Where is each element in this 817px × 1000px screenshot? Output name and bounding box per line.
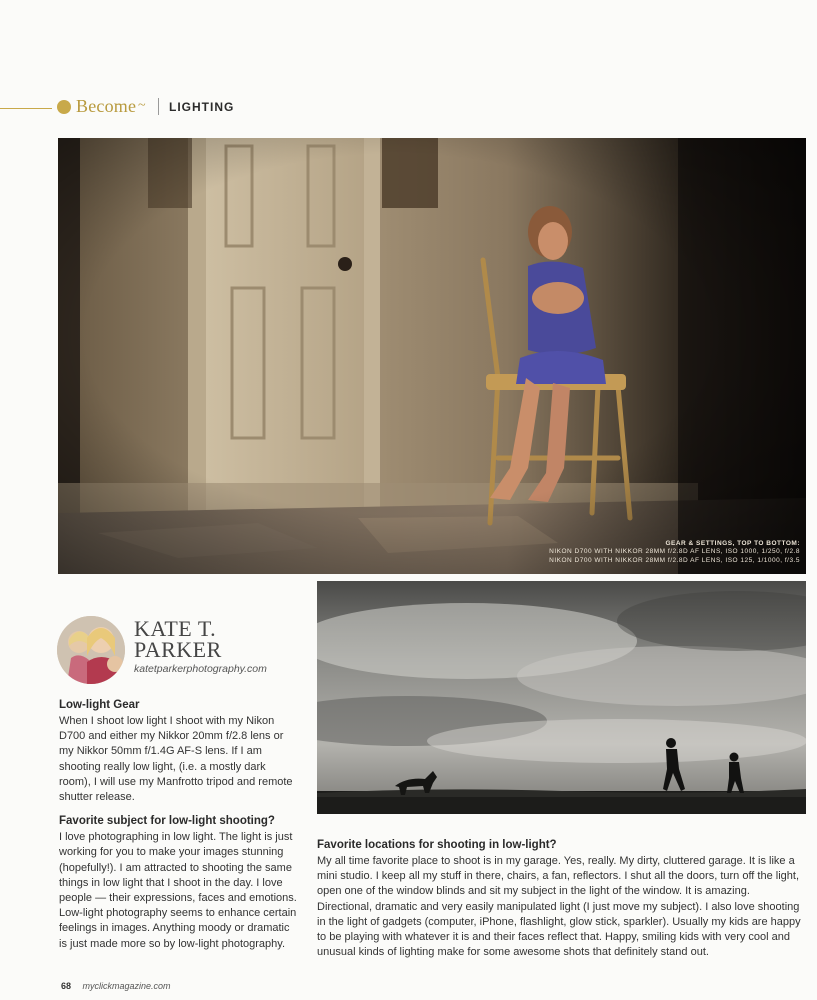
bullet-dot-icon (57, 100, 71, 114)
author-name (134, 618, 274, 660)
photo-girl-on-chair-image (58, 138, 806, 574)
section-header (0, 96, 300, 118)
footer-site-link[interactable]: myclickmagazine.com (82, 981, 171, 991)
section-heading: Low-light Gear (59, 699, 140, 711)
header-separator (158, 98, 159, 115)
author-avatar (57, 616, 125, 684)
header-rule (0, 108, 52, 109)
caption-title: GEAR & SETTINGS, TOP TO BOTTOM: (665, 539, 800, 547)
section-heading: Favorite locations for shooting in low-light? (317, 839, 557, 851)
swash-icon: ~ (138, 98, 146, 113)
author-name-line: PARKER (134, 637, 222, 662)
caption-line: NIKON D700 WITH NIKKOR 28MM f/2.8D AF LENS, ISO 1000, 1/250, f/2.8 (549, 548, 800, 556)
right-column-text (317, 838, 805, 960)
section-body: My all time favorite place to shoot is in my garage. Yes, really. My dirty, cluttered garage. It is like a mini studio. I keep all my stuff in there, chairs, a fan, reflectors. I shut all the doors, turn off the light, open one of the window blinds and sit my subject in the light of the window. It is amazing. Directional, dramatic and very easily manipulated light (I just move my subject). I also love shooting in the light of gadgets (computer, iPhone, flashlight, glow stick, sparkler). Usually my kids are happy to be playing with whatever it is and their faces reflect that. Happy, smiling kids with very cool and unusual kinds of lighting make for some awesome shots that definitely stand out. (317, 855, 801, 959)
photo-caption (549, 540, 800, 566)
author-website-link[interactable]: katetparkerphotography.com (134, 663, 267, 675)
section-heading: Favorite subject for low-light shooting? (59, 815, 275, 828)
section-body: When I shoot low light I shoot with my Nikon D700 and either my Nikkor 20mm f/2.8 lens or my Nikkor 50mm f/1.4G AF-S lens. If I am shooting really low light, (i.e. a mostly dark room), I will use my Manfrotto tripod and remote shutter release. (59, 715, 293, 804)
section-title: LIGHTING (169, 100, 235, 114)
author-avatar-image (57, 616, 125, 684)
photo-silhouette-field (317, 581, 806, 814)
author-name-line: KATE T. (134, 616, 217, 641)
photo-silhouette-field-image (317, 581, 806, 814)
section-body: I love photographing in low light. The light is just working for you to make your images stunning (hopefully!). I am attracted to shooting the same things in low light that I shoot in the day. I love people — their expressions, faces and emotions. Low-light photography seems to enhance certain feelings in images. Anything moody or dramatic is just made more so by low-light photography. (59, 831, 297, 950)
page-number: 68 (61, 981, 72, 991)
brand-wordmark: Become (76, 96, 137, 116)
caption-line: NIKON D700 WITH NIKKOR 28MM f/2.8D AF LENS, ISO 125, 1/1000, f/3.5 (549, 557, 800, 565)
photo-girl-on-chair (58, 138, 806, 574)
left-column-text (59, 698, 299, 961)
page-footer (61, 981, 171, 991)
